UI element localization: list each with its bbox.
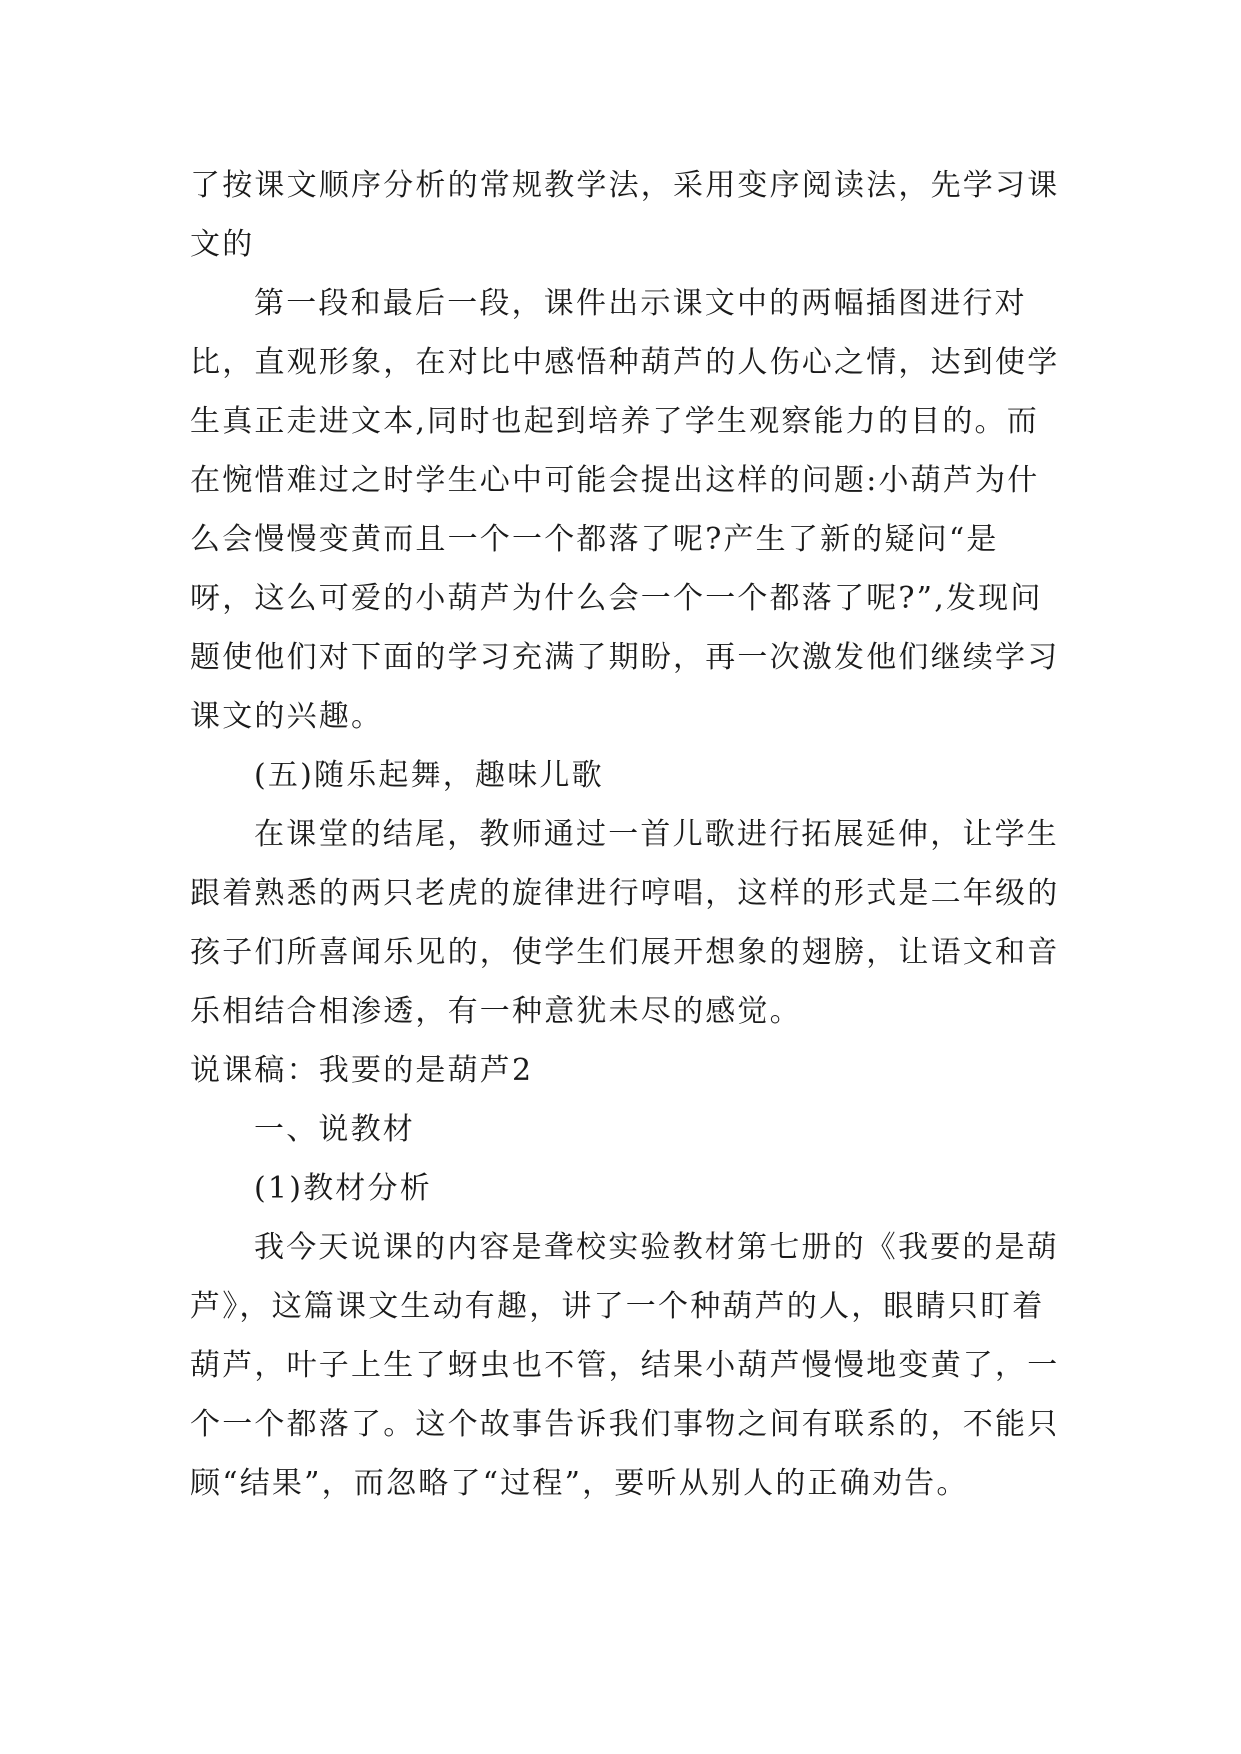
paragraph-continuation: 了按课文顺序分析的常规教学法，采用变序阅读法，先学习课文的	[190, 168, 1060, 262]
document-title: 说课稿：我要的是葫芦2	[190, 1053, 534, 1088]
section-heading-textbook: 一、说教材	[254, 1112, 415, 1147]
document-page	[190, 156, 1060, 1513]
section-heading-five: (五)随乐起舞，趣味儿歌	[254, 758, 604, 793]
paragraph-class-ending: 在课堂的结尾，教师通过一首儿歌进行拓展延伸，让学生跟着熟悉的两只老虎的旋律进行哼唱，这样的形式是二年级的孩子们所喜闻乐见的，使学生们展开想象的翅膀，让语文和音乐相结合相渗透，有一种意犹未尽的感觉。	[190, 817, 1060, 1029]
paragraph-textbook-analysis: 我今天说课的内容是聋校实验教材第七册的《我要的是葫芦》，这篇课文生动有趣，讲了一个种葫芦的人，眼睛只盯着葫芦，叶子上生了蚜虫也不管，结果小葫芦慢慢地变黄了，一个一个都落了。这个故事告诉我们事物之间有联系的，不能只顾“结果”，而忽略了“过程”，要听从别人的正确劝告。	[190, 1230, 1060, 1501]
subsection-heading-analysis: (1)教材分析	[254, 1171, 432, 1206]
paragraph-illustration-comparison: 第一段和最后一段，课件出示课文中的两幅插图进行对比，直观形象，在对比中感悟种葫芦的人伤心之情，达到使学生真正走进文本,同时也起到培养了学生观察能力的目的。而在惋惜难过之时学生心中可能会提出这样的问题:小葫芦为什么会慢慢变黄而且一个一个都落了呢?产生了新的疑问“是呀，这么可爱的小葫芦为什么会一个一个都落了呢?”,发现问题使他们对下面的学习充满了期盼，再一次激发他们继续学习课文的兴趣。	[190, 286, 1060, 734]
